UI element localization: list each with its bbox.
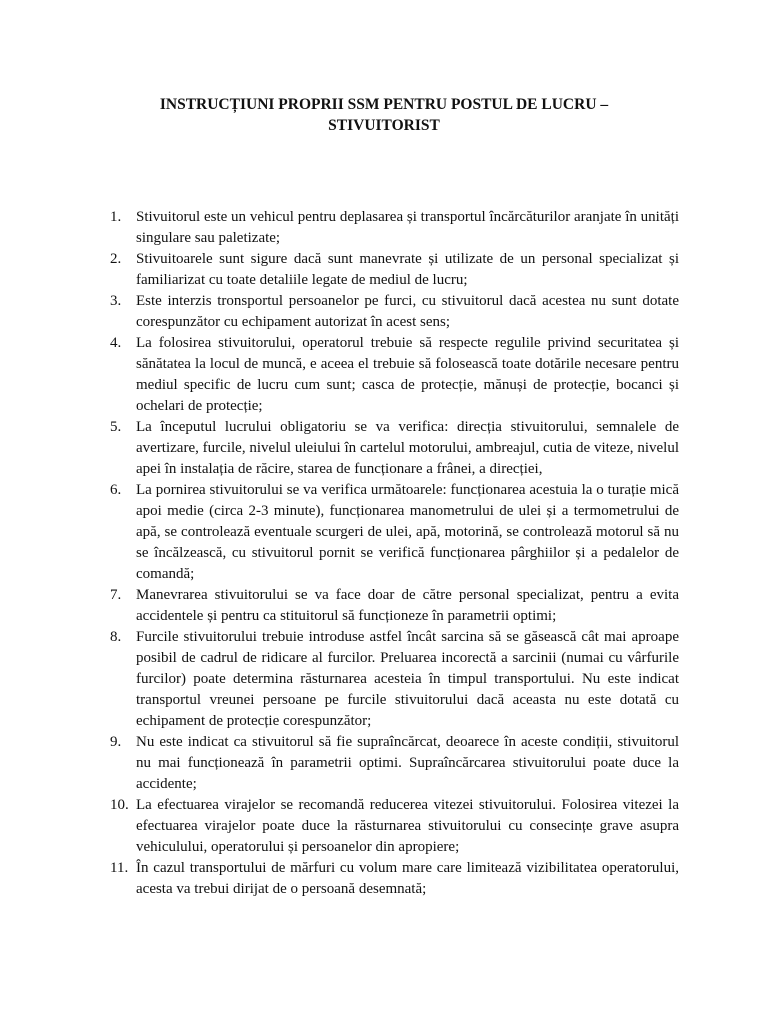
list-item (0, 207, 679, 249)
list-item-number: 5. (110, 419, 122, 435)
list-item-text: La folosirea stivuitorului, operatorul trebuie să respecte regulile privind securitatea și sănătatea la locul de muncă, e aceea el trebuie să folosească toate dotările necesare pentru mediul specific de lucru cum sunt; casca de protecție, mănuși de protecție, bocanci și ochelari de protecție; (136, 335, 679, 414)
list-item (0, 480, 679, 585)
list-item-text: În cazul transportului de mărfuri cu volum mare care limitează vizibilitatea operatorului, acesta va trebui dirijat de o persoană desemnată; (136, 860, 679, 897)
list-item-text: Stivuitorul este un vehicul pentru deplasarea și transportul încărcăturilor aranjate în unități singulare sau paletizate; (136, 209, 679, 246)
list-item-number: 8. (110, 629, 122, 645)
list-item (0, 585, 679, 627)
page-title (100, 94, 668, 136)
list-item (0, 858, 679, 900)
list-item-number: 6. (110, 482, 122, 498)
list-item-text: Manevrarea stivuitorului se va face doar de către personal specializat, pentru a evita accidentele și pentru ca stituitorul să funcționeze în parametrii optimi; (136, 587, 679, 624)
list-item-text: Nu este indicat ca stivuitorul să fie supraîncărcat, deoarece în aceste condiții, stivuitorul nu mai funcționează în parametrii optimi. Supraîncărcarea stivuitorului poate duce la accidente; (136, 734, 679, 792)
list-item-text: La începutul lucrului obligatoriu se va verifica: direcția stivuitorului, semnalele de avertizare, furcile, nivelul uleiului în cartelul motorului, ambreajul, cutia de viteze, nivelul apei în instalația de răcire, starea de funcționare a frânei, a direcției, (136, 419, 679, 477)
list-item (0, 627, 679, 732)
list-item-number: 4. (110, 335, 122, 351)
list-item (0, 249, 679, 291)
page-title-line-1: INSTRUCȚIUNI PROPRII SSM PENTRU POSTUL DE LUCRU – (159, 96, 609, 113)
list-item-text: Este interzis tronsportul persoanelor pe furci, cu stivuitorul dacă acestea nu sunt dotate corespunzător cu echipament autorizat în acest sens; (136, 293, 679, 330)
list-item (0, 795, 679, 858)
list-item-number: 3. (110, 293, 122, 309)
list-item-number: 7. (110, 587, 122, 603)
list-item-number: 10. (110, 797, 129, 813)
list-item-text: La efectuarea virajelor se recomandă reducerea vitezei stivuitorului. Folosirea vitezei la efectuarea virajelor poate duce la răsturnarea stivuitorului cu consecințe grave asupra vehiculului, operatorului și persoanelor din apropiere; (136, 797, 679, 855)
list-item-text: Stivuitoarele sunt sigure dacă sunt manevrate și utilizate de un personal specializat și familiarizat cu toate detaliile legate de mediul de lucru; (136, 251, 679, 288)
list-item (0, 291, 679, 333)
list-item-number: 11. (110, 860, 129, 876)
list-item (0, 417, 679, 480)
list-item-number: 2. (110, 251, 122, 267)
list-item (0, 333, 679, 417)
list-item-number: 1. (110, 209, 122, 225)
instruction-list (0, 207, 768, 900)
list-item-text: Furcile stivuitorului trebuie introduse astfel încât sarcina să se găsească cât mai aproape posibil de cadrul de ridicare al furcilor. Preluarea incorectă a sarcinii (numai cu vârfurile furcilor) poate determina răsturnarea acesteia în timpul transportului. Nu este indicat transportul vreunei persoane pe furcile stivuitorului dacă aceasta nu este dotată cu echipament de protecție corespunzător; (136, 629, 679, 729)
list-item-number: 9. (110, 734, 122, 750)
list-item (0, 732, 679, 795)
page-title-line-2: STIVUITORIST (328, 117, 440, 134)
list-item-text: La pornirea stivuitorului se va verifica următoarele: funcționarea acestuia la o turație mică apoi medie (circa 2-3 minute), funcționarea manometrului de ulei și a termometrului de apă, se controlează eventuale scurgeri de ulei, apă, motorină, se controlează motorul să nu se încălzească, cu stivuitorul pornit se verifică funcționarea pârghiilor și a pedalelor de comandă; (136, 482, 679, 582)
